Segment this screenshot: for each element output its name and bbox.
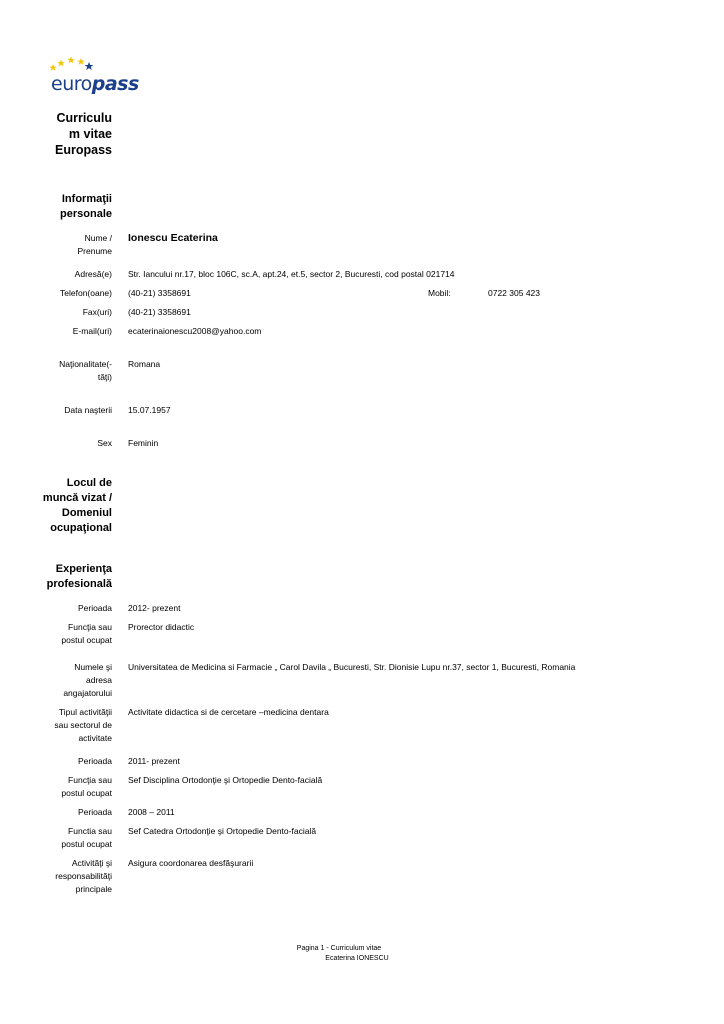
field-nationality — [0, 358, 724, 384]
job-target-heading-line-1: Locul de — [66, 477, 112, 489]
section-heading-personal-info — [0, 192, 724, 222]
experience-label: Numele şi — [74, 662, 112, 672]
personal-info-heading-line-2: personale — [60, 208, 112, 220]
experience-value: Asigura coordonarea desfăşurarii — [128, 858, 254, 868]
field-name-value: Ionescu Ecaterina — [128, 232, 218, 244]
field-phone-label: Telefon(oane) — [60, 288, 112, 298]
experience-value: Sef Disciplina Ortodonţie şi Ortopedie Dento-facială — [128, 775, 323, 785]
field-mobile-value: 0722 305 423 — [488, 288, 540, 298]
experience-value: Sef Catedra Ortodonţie şi Ortopedie Dento-facială — [128, 826, 317, 836]
experience-value: 2008 – 2011 — [128, 807, 175, 817]
job-target-heading-line-3: Domeniul — [61, 507, 112, 519]
page-footer — [0, 944, 724, 964]
europass-wordmark — [51, 73, 139, 95]
logo-text-pass: pass — [91, 73, 139, 95]
experience-value: 2011- prezent — [128, 756, 180, 766]
field-birthdate-label: Data naşterii — [64, 405, 112, 415]
experience-label: adresa — [86, 675, 112, 685]
field-address — [0, 268, 724, 281]
experience-entry — [0, 857, 724, 896]
experience-label: Funcţia sau — [68, 775, 112, 785]
field-fax-label: Fax(uri) — [82, 307, 112, 317]
field-address-label: Adresă(e) — [74, 269, 112, 279]
field-name-label-line-2: Prenume — [77, 246, 112, 256]
job-target-heading-line-2: muncă vizat / — [42, 492, 112, 504]
field-phone — [0, 287, 724, 300]
field-sex — [0, 437, 724, 450]
experience-label: Funcţia sau — [68, 622, 112, 632]
europass-logo — [46, 55, 156, 103]
experience-entry — [0, 774, 724, 800]
experience-label: postul ocupat — [61, 635, 112, 645]
experience-label: Tipul activităţii — [58, 707, 112, 717]
section-heading-job-target — [0, 476, 724, 536]
experience-entry — [0, 661, 724, 700]
field-name — [0, 232, 724, 258]
experience-label: Perioada — [77, 756, 112, 766]
field-address-value: Str. Iancului nr.17, bloc 106C, sc.A, apt.24, et.5, sector 2, Bucuresti, cod postal 021714 — [128, 269, 455, 279]
experience-label: Activităţi şi — [71, 858, 112, 868]
experience-label: Functia sau — [68, 826, 112, 836]
experience-label: postul ocupat — [61, 788, 112, 798]
field-name-label-line-1: Nume / — [84, 233, 112, 243]
experience-value: Prorector didactic — [128, 622, 195, 632]
field-nationality-label-line-2: tăţi) — [97, 372, 112, 382]
title-line-2: m vitae — [68, 127, 112, 141]
field-sex-label: Sex — [97, 438, 112, 448]
experience-label: Perioada — [77, 807, 112, 817]
job-target-heading-line-4: ocupaţional — [50, 522, 112, 534]
experience-heading-line-1: Experienţa — [55, 563, 112, 575]
field-phone-value: (40-21) 3358691 — [128, 288, 191, 298]
experience-label: responsabilităţi — [55, 871, 112, 881]
experience-entry — [0, 621, 724, 647]
document-title — [0, 110, 724, 158]
field-fax-value: (40-21) 3358691 — [128, 307, 191, 317]
logo-text-euro: euro — [51, 73, 92, 95]
experience-entry — [0, 825, 724, 851]
field-nationality-label-line-1: Naţionalitate(- — [59, 359, 112, 369]
field-email — [0, 325, 724, 338]
experience-entry — [0, 602, 724, 615]
experience-entry — [0, 806, 724, 819]
experience-value: Universitatea de Medicina si Farmacie „ Carol Davila „ Bucuresti, Str. Dionisie Lupu nr.37, sector 1, Bucuresti, Romania — [128, 662, 576, 672]
footer-line-2: Ecaterina IONESCU — [325, 955, 389, 962]
experience-label: activitate — [78, 733, 112, 743]
title-line-1: Curriculu — [56, 111, 112, 125]
experience-entry — [0, 755, 724, 768]
title-line-3: Europass — [55, 143, 112, 157]
experience-entry — [0, 706, 724, 745]
field-fax — [0, 306, 724, 319]
experience-label: Perioada — [77, 603, 112, 613]
experience-label: sau sectorul de — [54, 720, 112, 730]
experience-heading-line-2: profesională — [46, 578, 112, 590]
field-email-label: E-mail(uri) — [72, 326, 112, 336]
experience-value: 2012- prezent — [128, 603, 181, 613]
field-mobile-label: Mobil: — [428, 288, 451, 298]
experience-label: angajatorului — [63, 688, 112, 698]
experience-label: principale — [75, 884, 112, 894]
field-sex-value: Feminin — [128, 438, 159, 448]
section-heading-experience — [0, 562, 724, 592]
experience-value: Activitate didactica si de cercetare –medicina dentara — [128, 707, 329, 717]
field-email-value: ecaterinaionescu2008@yahoo.com — [128, 326, 262, 336]
field-nationality-value: Romana — [128, 359, 161, 369]
personal-info-heading-line-1: Informaţii — [61, 193, 112, 205]
field-birthdate-value: 15.07.1957 — [128, 405, 171, 415]
field-birthdate — [0, 404, 724, 417]
cv-body — [0, 110, 724, 896]
footer-line-1: Pagina 1 - Curriculum vitae — [296, 945, 382, 952]
experience-label: postul ocupat — [61, 839, 112, 849]
